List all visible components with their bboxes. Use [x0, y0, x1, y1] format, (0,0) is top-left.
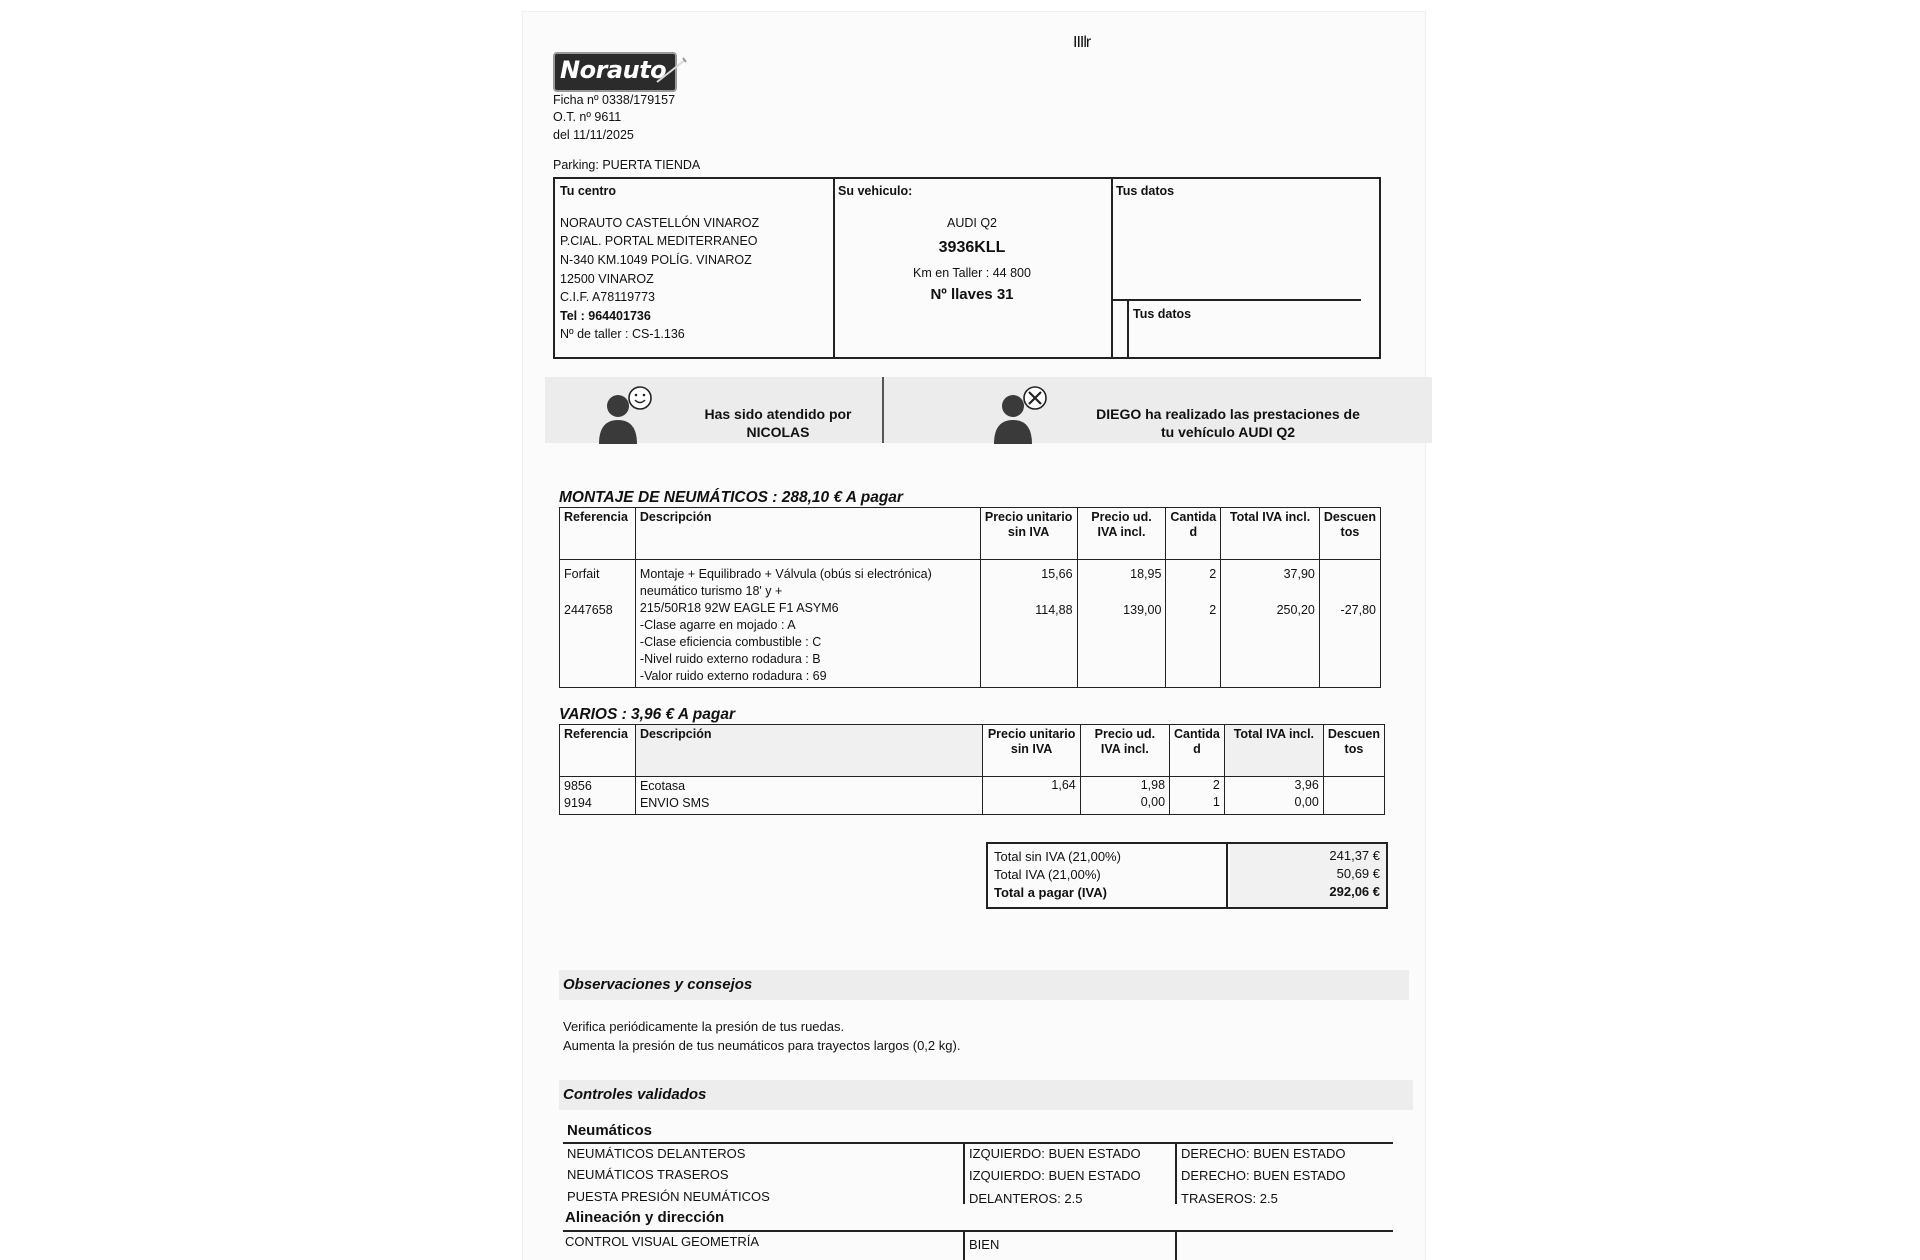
- row-desc: Montaje + Equilibrado + Válvula (obús si electrónica): [639, 567, 932, 581]
- centro-line: C.I.F. A78119773: [560, 290, 655, 304]
- row-pi: 0,00: [1140, 795, 1166, 809]
- vehicle-plate: 3936KLL: [938, 239, 1006, 256]
- datos-heading: Tus datos: [1116, 184, 1175, 198]
- row-cant: 2: [1212, 778, 1220, 792]
- observaciones-line: Verifica periódicamente la presión de tus ruedas.: [563, 1019, 845, 1034]
- advisor-avatar-icon: [596, 384, 656, 444]
- control-left: IZQUIERDO: BUEN ESTADO: [969, 1168, 1141, 1183]
- mechanic-line-1: DIEGO ha realizado las prestaciones de: [1096, 406, 1360, 422]
- ot-number: O.T. nº 9611: [553, 110, 622, 124]
- col-referencia: Referencia: [560, 725, 636, 777]
- controles-title: Controles validados: [563, 1086, 707, 1103]
- control-item: PUESTA PRESIÓN NEUMÁTICOS: [567, 1189, 770, 1204]
- totals-box: [986, 842, 1388, 909]
- row-ref: 9194: [564, 796, 592, 810]
- mechanic-avatar-icon: [991, 384, 1051, 444]
- total-iva-value: 50,69 €: [1336, 866, 1380, 881]
- row-ref: 2447658: [564, 603, 613, 617]
- row-desc: ENVIO SMS: [639, 796, 710, 810]
- vehicle-keys: Nº llaves 31: [930, 286, 1014, 303]
- parking-info: Parking: PUERTA TIENDA: [553, 158, 701, 172]
- table-row: [560, 560, 1381, 688]
- control-left: IZQUIERDO: BUEN ESTADO: [969, 1146, 1141, 1161]
- control-right: DERECHO: BUEN ESTADO: [1181, 1168, 1346, 1183]
- varios-table: [559, 724, 1385, 815]
- table-row: [560, 777, 1385, 815]
- alineacion-title: Alineación y dirección: [565, 1209, 725, 1226]
- row-desc: -Valor ruido externo rodadura : 69: [639, 669, 827, 683]
- norauto-logo: [553, 52, 685, 92]
- vehicle-model: AUDI Q2: [946, 216, 997, 230]
- row-pu: 15,66: [1041, 567, 1073, 581]
- advisor-name: NICOLAS: [746, 424, 810, 440]
- col-precio-iva: Precio ud. IVA incl.: [1077, 508, 1166, 560]
- centro-line: Nº de taller : CS-1.136: [560, 327, 685, 341]
- brand-name: Norauto: [560, 56, 667, 84]
- row-total: 37,90: [1283, 567, 1315, 581]
- info-box: [553, 177, 1381, 359]
- invoice-date: del 11/11/2025: [553, 128, 634, 142]
- control-left: BIEN: [969, 1237, 1000, 1252]
- col-descripcion: Descripción: [635, 725, 983, 777]
- centro-line: N-340 KM.1049 POLÍG. VINAROZ: [560, 253, 752, 267]
- centro-phone: Tel : 964401736: [560, 309, 651, 323]
- row-pu: 1,64: [1051, 778, 1076, 792]
- total-sin-iva-label: Total sin IVA (21,00%): [994, 849, 1121, 864]
- varios-title: VARIOS : 3,96 € A pagar: [559, 706, 736, 723]
- col-precio-sin-iva: Precio unitario sin IVA: [980, 508, 1077, 560]
- col-descuentos: Descuen tos: [1319, 508, 1380, 560]
- logo-swoosh-icon: [653, 56, 687, 86]
- row-pu: 114,88: [1035, 603, 1073, 617]
- centro-line: 12500 VINAROZ: [560, 272, 654, 286]
- total-pagar-value: 292,06 €: [1329, 884, 1380, 899]
- row-total: 250,20: [1276, 603, 1315, 617]
- control-item: NEUMÁTICOS TRASEROS: [567, 1167, 729, 1182]
- col-total: Total IVA incl.: [1224, 725, 1323, 777]
- col-descripcion: Descripción: [635, 508, 980, 560]
- col-total: Total IVA incl.: [1221, 508, 1320, 560]
- advisor-line-1: Has sido atendido por: [704, 406, 852, 422]
- centro-line: NORAUTO CASTELLÓN VINAROZ: [560, 216, 760, 230]
- col-precio-iva: Precio ud. IVA incl.: [1080, 725, 1169, 777]
- observaciones-line: Aumenta la presión de tus neumáticos para trayectos largos (0,2 kg).: [563, 1038, 961, 1053]
- row-cant: 2: [1209, 603, 1217, 617]
- total-iva-label: Total IVA (21,00%): [994, 867, 1101, 882]
- vehicle-km: Km en Taller : 44 800: [913, 266, 1031, 280]
- row-desc: neumático turismo 18' y +: [639, 584, 783, 598]
- row-desc: -Clase agarre en mojado : A: [639, 618, 796, 632]
- row-ref: Forfait: [564, 567, 600, 581]
- row-total: 3,96: [1294, 778, 1319, 792]
- row-desc: Ecotasa: [639, 779, 686, 793]
- control-item: NEUMÁTICOS DELANTEROS: [567, 1146, 746, 1161]
- col-descuentos: Descuen tos: [1323, 725, 1384, 777]
- row-desc: 215/50R18 92W EAGLE F1 ASYM6: [639, 601, 839, 615]
- stamp-mark: IIIlr: [1073, 34, 1091, 51]
- datos-heading-2: Tus datos: [1133, 307, 1192, 321]
- invoice-page: [523, 12, 1425, 1260]
- total-pagar-label: Total a pagar (IVA): [994, 885, 1107, 900]
- mechanic-line-2: tu vehículo AUDI Q2: [1160, 424, 1296, 440]
- centro-line: P.CIAL. PORTAL MEDITERRANEO: [560, 234, 758, 248]
- row-cant: 1: [1212, 795, 1220, 809]
- control-item: CONTROL VISUAL GEOMETRÍA: [565, 1234, 760, 1249]
- table-header-row: [560, 508, 1381, 560]
- row-desc: -Clase eficiencia combustible : C: [639, 635, 822, 649]
- control-right: TRASEROS: 2.5: [1181, 1191, 1278, 1206]
- neumaticos-title: Neumáticos: [567, 1122, 653, 1139]
- row-desc: -Nivel ruido externo rodadura : B: [639, 652, 821, 666]
- control-right: DERECHO: BUEN ESTADO: [1181, 1146, 1346, 1161]
- montaje-table: [559, 507, 1381, 688]
- table-header-row: [560, 725, 1385, 777]
- row-total: 0,00: [1294, 795, 1319, 809]
- montaje-title: MONTAJE DE NEUMÁTICOS : 288,10 € A pagar: [559, 489, 903, 506]
- col-precio-sin-iva: Precio unitario sin IVA: [983, 725, 1080, 777]
- col-cantidad: Cantida d: [1170, 725, 1225, 777]
- total-sin-iva-value: 241,37 €: [1329, 848, 1380, 863]
- row-pi: 139,00: [1123, 603, 1162, 617]
- col-referencia: Referencia: [560, 508, 636, 560]
- row-discount: -27,80: [1340, 603, 1376, 617]
- col-cantidad: Cantida d: [1166, 508, 1221, 560]
- observaciones-title: Observaciones y consejos: [563, 976, 753, 993]
- ficha-number: Ficha nº 0338/179157: [553, 93, 676, 107]
- row-ref: 9856: [564, 779, 592, 793]
- row-pi: 18,95: [1130, 567, 1162, 581]
- row-cant: 2: [1209, 567, 1217, 581]
- vehiculo-heading: Su vehiculo:: [838, 184, 913, 198]
- row-pi: 1,98: [1140, 778, 1166, 792]
- centro-heading: Tu centro: [560, 184, 617, 198]
- control-left: DELANTEROS: 2.5: [969, 1191, 1083, 1206]
